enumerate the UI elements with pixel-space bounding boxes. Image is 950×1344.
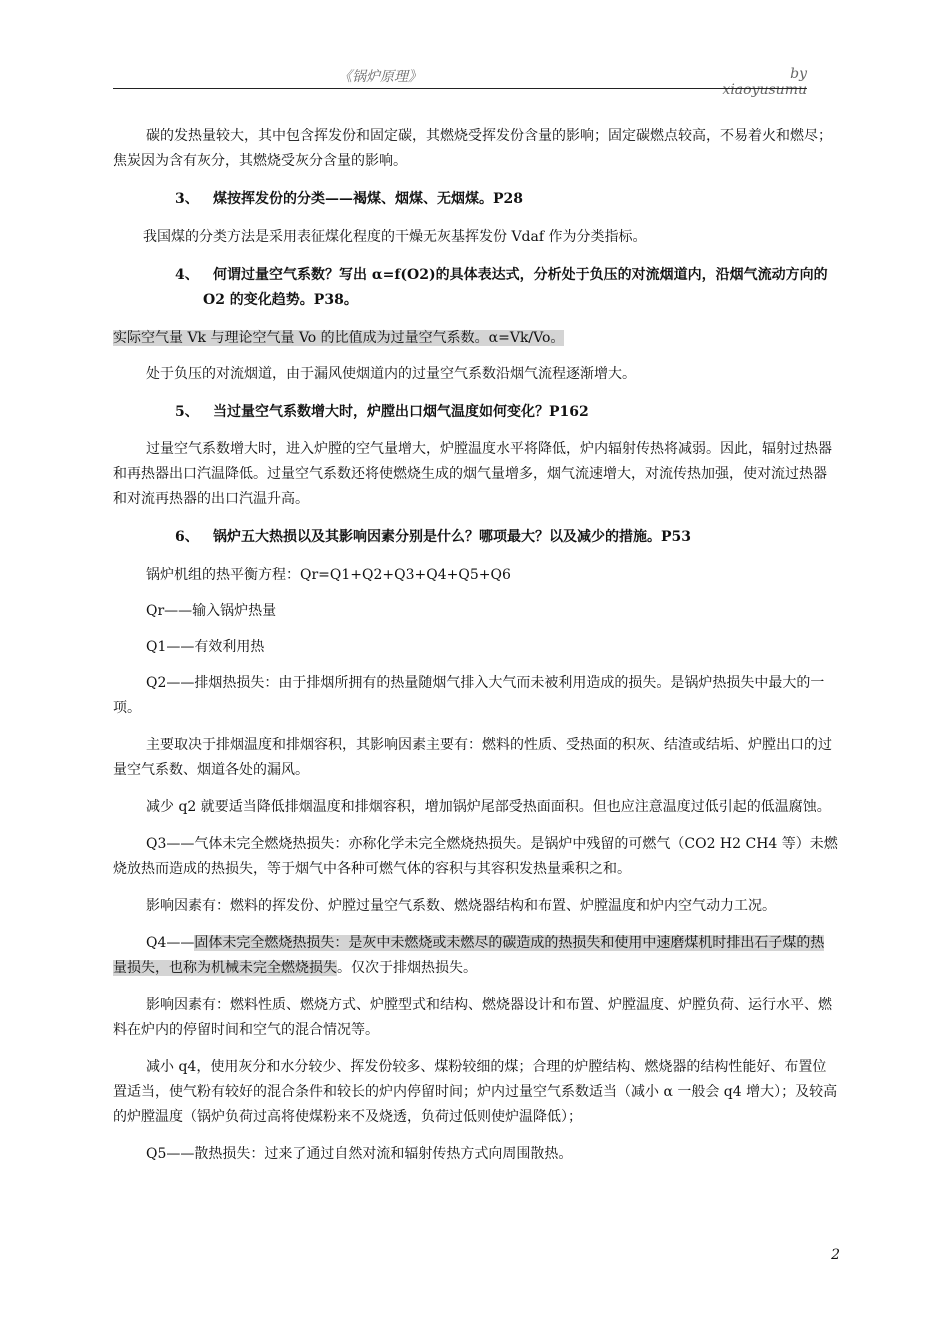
paragraph-q4-reduction: 减小 q4，使用灰分和水分较少、挥发份较多、煤粉较细的煤；合理的炉膛结构、燃烧器的结构性能好、布置位置适当，使气粉有较好的混合条件和较长的炉内停留时间；炉内过量空气系数适当（减小 α 一般会 q4 增大）；及较高的炉膛温度（锅炉负荷过高将使煤粉来不及烧透，负荷过低则使炉温降低）；	[113, 1059, 838, 1125]
paragraph-negative-pressure: 处于负压的对流烟道，由于漏风使烟道内的过量空气系数沿烟气流程逐渐增大。	[146, 366, 636, 382]
heading-4	[175, 263, 838, 313]
paragraph-q3: Q3——气体未完全燃烧热损失：亦称化学未完全燃烧热损失。是锅炉中残留的可燃气（CO2 H2 CH4 等）未燃烧放热而造成的热损失，等于烟气中各种可燃气体的容积与其容积发热量乘积之和。	[113, 836, 838, 877]
heading-number: 3、	[175, 191, 199, 207]
header-rule	[113, 88, 807, 89]
heading-5	[175, 400, 838, 425]
heading-3	[175, 187, 838, 212]
header-author: by xiaoyusumu	[722, 66, 807, 98]
highlighted-text: 实际空气量 Vk 与理论空气量 Vo 的比值成为过量空气系数。α=Vk/Vo。	[113, 330, 565, 346]
paragraph-q4-factors: 影响因素有：燃料性质、燃烧方式、炉膛型式和结构、燃烧器设计和布置、炉膛温度、炉膛负荷、运行水平、燃料在炉内的停留时间和空气的混合情况等。	[113, 997, 832, 1038]
document-body	[113, 124, 838, 1167]
header-title: 《锅炉原理》	[338, 69, 422, 85]
heading-number: 6、	[175, 529, 199, 545]
paragraph-q1: Q1——有效利用热	[146, 639, 265, 655]
heading-number: 5、	[175, 404, 199, 420]
paragraph-coke: 碳的发热量较大，其中包含挥发份和固定碳，其燃烧受挥发份含量的影响；固定碳燃点较高，不易着火和燃尽；焦炭因为含有灰分，其燃烧受灰分含量的影响。	[113, 128, 832, 169]
paragraph-temperature-change: 过量空气系数增大时，进入炉膛的空气量增大，炉膛温度水平将降低，炉内辐射传热将减弱。因此，辐射过热器和再热器出口汽温降低。过量空气系数还将使燃烧生成的烟气量增多，烟气流速增大，对流传热加强，使对流过热器和对流再热器的出口汽温升高。	[113, 441, 832, 507]
heading-number: 4、	[175, 267, 199, 283]
heading-text: 当过量空气系数增大时，炉膛出口烟气温度如何变化？P162	[213, 404, 589, 420]
heading-text: 煤按挥发份的分类——褐煤、烟煤、无烟煤。P28	[213, 191, 524, 207]
paragraph-classification: 我国煤的分类方法是采用表征煤化程度的干燥无灰基挥发份 Vdaf 作为分类指标。	[143, 229, 647, 245]
paragraph-excess-air-definition	[113, 326, 838, 351]
paragraph-q5: Q5——散热损失：过来了通过自然对流和辐射传热方式向周围散热。	[146, 1146, 573, 1162]
heading-6	[175, 525, 838, 550]
paragraph-q2: Q2——排烟热损失：由于排烟所拥有的热量随烟气排入大气而未被利用造成的损失。是锅炉热损失中最大的一项。	[113, 675, 825, 716]
paragraph-q3-factors: 影响因素有：燃料的挥发份、炉膛过量空气系数、燃烧器结构和布置、炉膛温度和炉内空气动力工况。	[146, 898, 776, 914]
heading-text: 锅炉五大热损以及其影响因素分别是什么？哪项最大？以及减少的措施。P53	[213, 529, 692, 545]
paragraph-q2-reduction: 减少 q2 就要适当降低排烟温度和排烟容积，增加锅炉尾部受热面面积。但也应注意温度过低引起的低温腐蚀。	[146, 799, 831, 815]
q4-label: Q4——	[146, 935, 195, 951]
q4-tail: 。仅次于排烟热损失。	[337, 960, 477, 976]
highlighted-text: 固体未完全燃烧热损失：是灰中未燃烧或未燃尽的碳造成的热损失和使用中速磨煤机时排出石子煤的热量损失，也称为机械未完全燃烧损失	[113, 935, 825, 976]
heading-text: 何谓过量空气系数？写出 α=f(O2)的具体表达式，分析处于负压的对流烟道内，沿烟气流动方向的 O2 的变化趋势。P38。	[203, 267, 828, 308]
paragraph-heat-balance: 锅炉机组的热平衡方程：Qr=Q1+Q2+Q3+Q4+Q5+Q6	[146, 567, 511, 583]
page-number: 2	[831, 1247, 840, 1263]
paragraph-q4	[113, 931, 838, 981]
paragraph-q2-factors: 主要取决于排烟温度和排烟容积，其影响因素主要有：燃料的性质、受热面的积灰、结渣或结垢、炉膛出口的过量空气系数、烟道各处的漏风。	[113, 737, 832, 778]
paragraph-qr: Qr——输入锅炉热量	[146, 603, 277, 619]
